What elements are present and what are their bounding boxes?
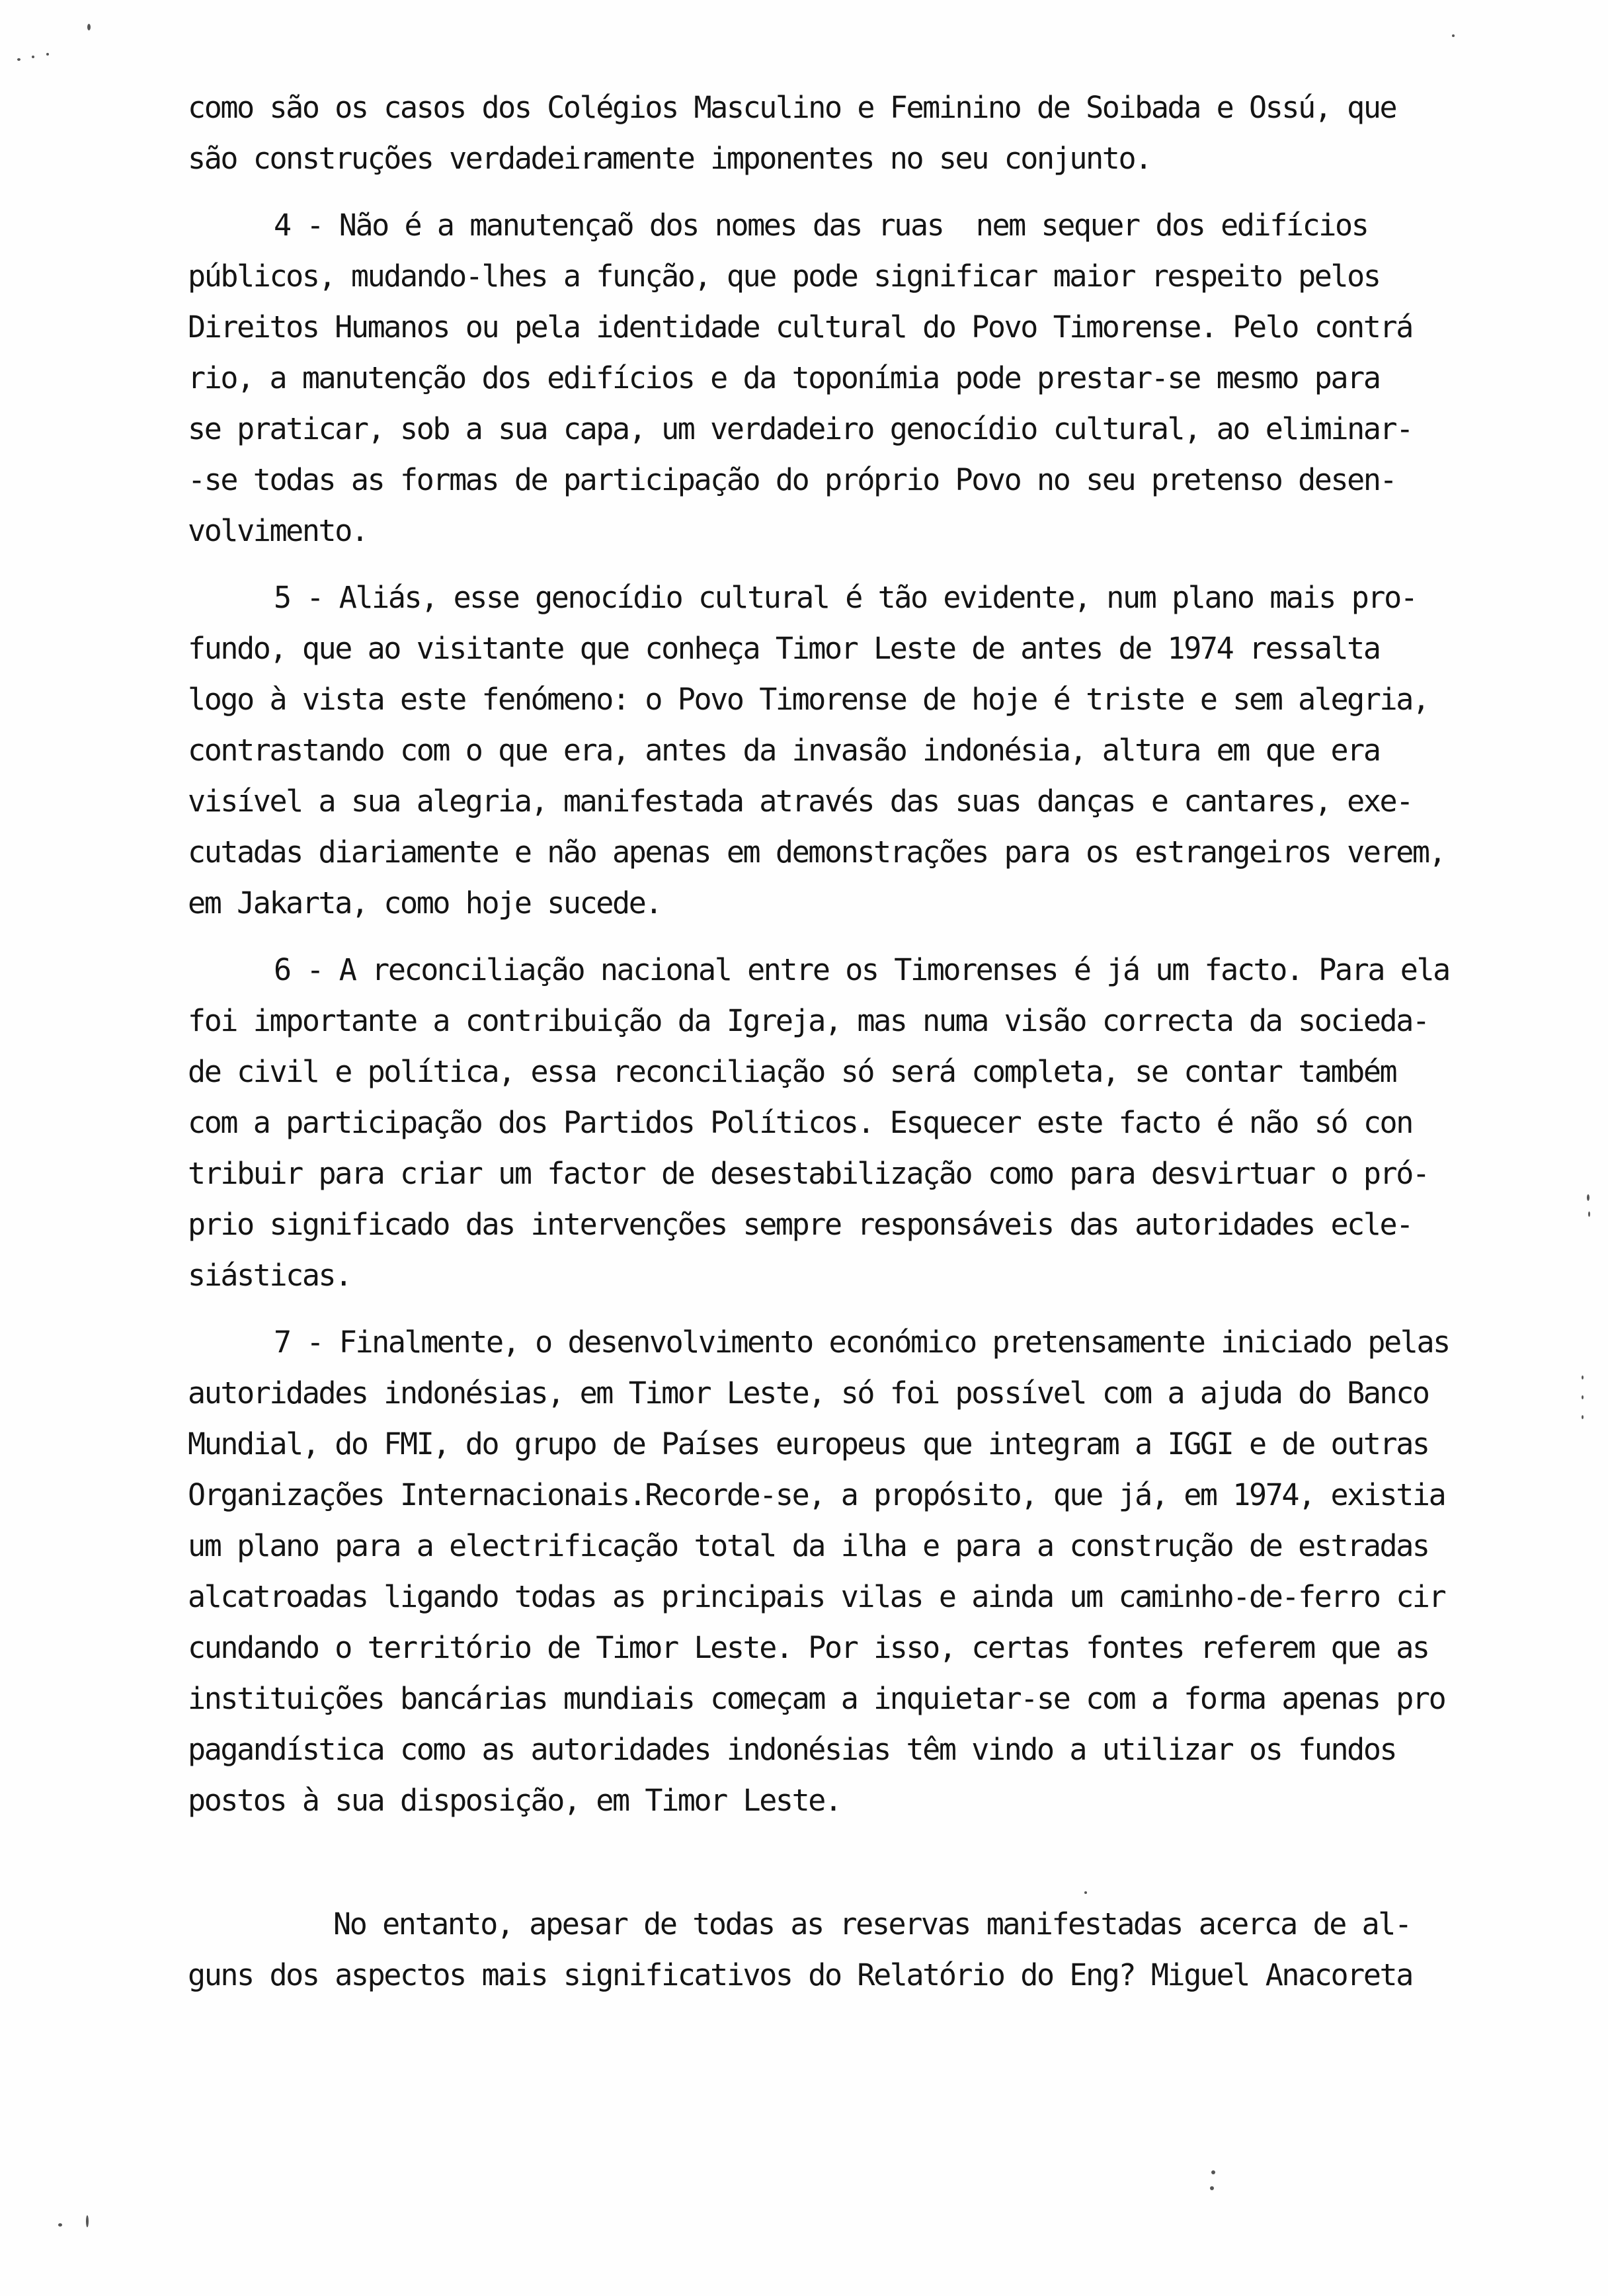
- text-line: cundando o território de Timor Leste. Por isso, certas fontes referem que as: [188, 1630, 1429, 1665]
- body-text: [188, 82, 1477, 2000]
- text-line: 4 - Não é a manutençaõ dos nomes das ruas nem sequer dos edifícios: [274, 208, 1368, 243]
- text-line: postos à sua disposição, em Timor Leste.: [188, 1783, 841, 1818]
- text-line: em Jakarta, como hoje sucede.: [188, 885, 662, 921]
- text-line: logo à vista este fenómeno: o Povo Timorense de hoje é triste e sem alegria,: [188, 682, 1429, 717]
- text-line: públicos, mudando-lhes a função, que pode significar maior respeito pelos: [188, 259, 1380, 294]
- text-line: como são os casos dos Colégios Masculino e Feminino de Soibada e Ossú, que: [188, 90, 1396, 125]
- text-line: No entanto, apesar de todas as reservas manifestadas acerca de al-: [333, 1906, 1411, 1942]
- scan-speck: [1452, 34, 1455, 37]
- paragraph-6: [188, 944, 1477, 1301]
- scan-speck: [1582, 1395, 1584, 1399]
- text-line: autoridades indonésias, em Timor Leste, só foi possível com a ajuda do Banco: [188, 1375, 1429, 1411]
- text-line: de civil e política, essa reconciliação só será completa, se contar também: [188, 1054, 1396, 1089]
- text-line: 5 - Aliás, esse genocídio cultural é tão evidente, num plano mais pro-: [274, 580, 1417, 615]
- text-line: instituições bancárias mundiais começam a inquietar-se com a forma apenas pro: [188, 1681, 1445, 1716]
- scan-speck: [32, 56, 34, 58]
- text-line: pagandística como as autoridades indonésias têm vindo a utilizar os fundos: [188, 1732, 1396, 1767]
- text-line: fundo, que ao visitante que conheça Timor Leste de antes de 1974 ressalta: [188, 631, 1380, 666]
- scan-speck: [1210, 2186, 1214, 2190]
- text-line: rio, a manutenção dos edifícios e da toponímia pode prestar-se mesmo para: [188, 360, 1380, 395]
- scan-speck: [58, 2223, 62, 2227]
- paragraph-closing: [188, 1899, 1477, 2000]
- scan-speck: [86, 2215, 89, 2227]
- text-line: siásticas.: [188, 1258, 351, 1293]
- text-line: contrastando com o que era, antes da invasão indonésia, altura em que era: [188, 733, 1380, 768]
- text-line: Mundial, do FMI, do grupo de Países europeus que integram a IGGI e de outras: [188, 1426, 1429, 1461]
- text-line: são construções verdadeiramente imponentes no seu conjunto.: [188, 141, 1151, 176]
- text-line: 6 - A reconciliação nacional entre os Timorenses é já um facto. Para ela: [274, 952, 1449, 987]
- scan-speck: [1582, 1375, 1584, 1379]
- text-line: se praticar, sob a sua capa, um verdadeiro genocídio cultural, ao eliminar-: [188, 411, 1412, 446]
- text-line: -se todas as formas de participação do próprio Povo no seu pretenso desen-: [188, 462, 1396, 497]
- scan-speck: [1211, 2170, 1215, 2174]
- paragraph-intro: [188, 82, 1477, 184]
- paragraph-4: [188, 200, 1477, 556]
- text-line: prio significado das intervenções sempre responsáveis das autoridades ecle-: [188, 1207, 1412, 1242]
- text-line: cutadas diariamente e não apenas em demonstrações para os estrangeiros verem,: [188, 835, 1445, 870]
- scan-speck: [87, 24, 91, 30]
- paragraph-5: [188, 572, 1477, 928]
- text-line: um plano para a electrificação total da ilha e para a construção de estradas: [188, 1528, 1429, 1563]
- text-line: guns dos aspectos mais significativos do Relatório do Eng? Miguel Anacoreta: [188, 1957, 1412, 1992]
- scan-speck: [1582, 1415, 1584, 1419]
- text-line: volvimento.: [188, 513, 368, 548]
- scan-speck: [1588, 1211, 1590, 1217]
- scan-speck: [1587, 1194, 1589, 1201]
- text-line: visível a sua alegria, manifestada através das suas danças e cantares, exe-: [188, 784, 1412, 819]
- text-line: foi importante a contribuição da Igreja, mas numa visão correcta da socieda-: [188, 1003, 1429, 1038]
- text-line: tribuir para criar um factor de desestabilização como para desvirtuar o pró-: [188, 1156, 1429, 1191]
- text-line: Organizações Internacionais.Recorde-se, a propósito, que já, em 1974, existia: [188, 1477, 1445, 1512]
- text-line: Direitos Humanos ou pela identidade cultural do Povo Timorense. Pelo contrá: [188, 309, 1412, 345]
- text-line: 7 - Finalmente, o desenvolvimento económico pretensamente iniciado pelas: [274, 1325, 1449, 1360]
- scan-speck: [17, 58, 20, 61]
- scan-speck: [46, 53, 49, 56]
- text-line: alcatroadas ligando todas as principais vilas e ainda um caminho-de-ferro cir: [188, 1579, 1445, 1614]
- paragraph-7: [188, 1317, 1477, 1826]
- text-line: com a participação dos Partidos Políticos. Esquecer este facto é não só con: [188, 1105, 1412, 1140]
